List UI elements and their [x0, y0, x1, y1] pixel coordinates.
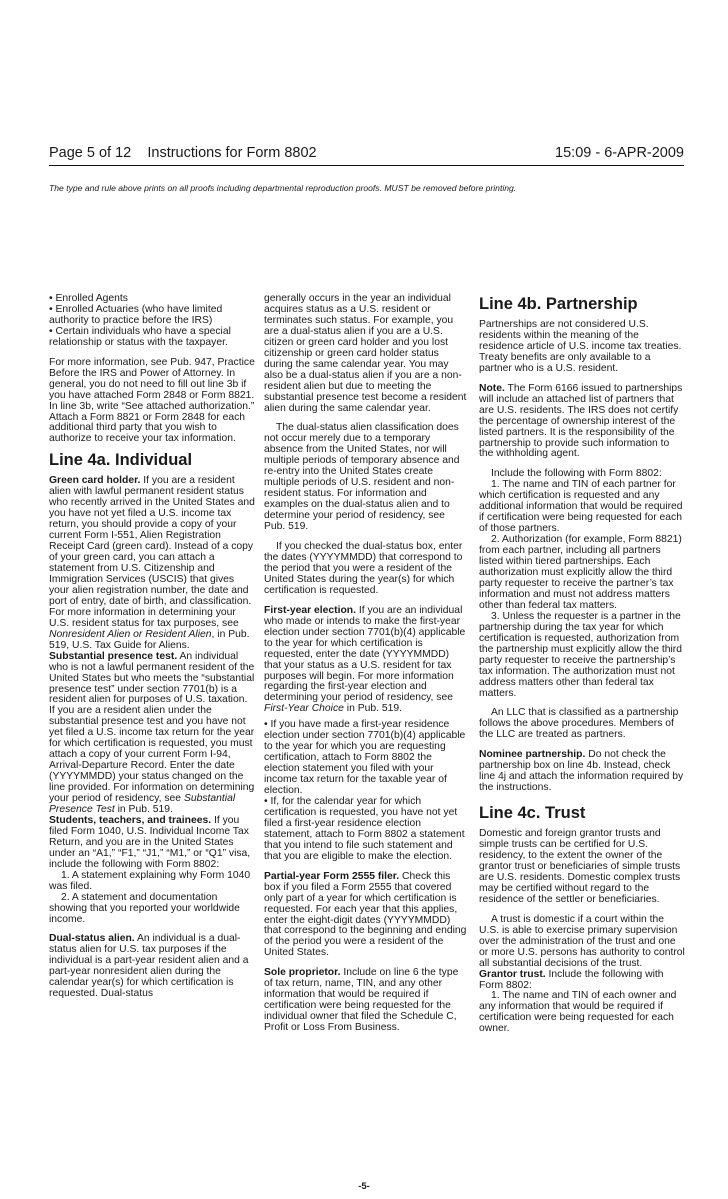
- students-item-1: 1. A statement explaining why Form 1040 was filed.: [49, 869, 251, 892]
- partial-year-paragraph: [264, 872, 469, 960]
- include-following: Include the following with Form 8802:: [491, 468, 662, 480]
- dual-status-head: Dual-status alien.: [49, 933, 135, 945]
- more-info-paragraph: For more information, see Pub. 947, Practice Before the IRS and Power of Attorney. In general, you do not need to fill out line 3b if you have attached Form 2848 or Form 8821. In line 3b, write “See attached authorization.” Attach a Form 8821 or Form 2848 for each additional third party that you wish to authorize to receive your tax information.: [49, 356, 255, 445]
- heading-line-4b: Line 4b. Partnership: [479, 295, 638, 313]
- bullet-enrolled-actuaries: • Enrolled Actuaries (who have limited authority to practice before the IRS): [49, 303, 223, 326]
- bullet-certain-individuals: • Certain individuals who have a special relationship or status with the taxpayer.: [49, 325, 231, 348]
- partnership-item-1: 1. The name and TIN of each partner for which certification is requested and any additional information that would be required if certification were being requested for each of those partners.: [479, 479, 683, 535]
- dual-status-box: If you checked the dual-status box, enter the dates (YYYYMMDD) that correspond to the period that you were a resident of the United States during the year(s) for which certification is requested.: [264, 541, 463, 596]
- green-card-head: Green card holder.: [49, 475, 141, 487]
- students-item-2: 2. A statement and documentation showing that you reported your worldwide income.: [49, 891, 240, 925]
- note-paragraph: [479, 384, 685, 461]
- green-card-end: , in Pub. 519, U.S. Tax Guide for Aliens.: [49, 628, 250, 651]
- substantial-presence-paragraph: [49, 652, 255, 816]
- proof-note: The type and rule above prints on all proofs including departmental reproduction proofs. MUST be removed before printing.: [49, 183, 517, 193]
- bullet-enrolled-agents: • Enrolled Agents: [49, 293, 128, 304]
- note-text: The Form 6166 issued to partnerships will include an attached list of partners that are U.S. residents. The IRS does not certify the percentage of ownership interest of the listed partners. It is the responsibility of the partnership to provide such information to the withholding agent.: [479, 382, 683, 460]
- grantor-trust-head: Grantor trust.: [479, 968, 546, 980]
- substantial-presence-end: in Pub. 519.: [114, 803, 173, 815]
- sole-proprietor-head: Sole proprietor.: [264, 967, 341, 979]
- substantial-presence-head: Substantial presence test.: [49, 650, 178, 662]
- substantial-presence-text: An individual who is not a lawful permanent resident of the United States but who meets the “substantial presence test” under section 7701(b) is a resident alien for purposes of U.S. taxation. If you are a resident alien under the substantial presence test and you have not yet filed a U.S. income tax return for the year for which certification is requested, you must attach a copy of your current Form I-94, Arrival-Departure Record. Enter the date (YYYYMMDD) your status changed on the line provided. For information on determining your period of residency, see: [49, 650, 255, 805]
- llc-paragraph: An LLC that is classified as a partnership follows the above procedures. Members of the LLC are treated as partners.: [479, 707, 679, 741]
- sole-proprietor-paragraph: [264, 968, 469, 1034]
- column-1: [49, 294, 255, 1000]
- first-year-bullet-2: • If, for the calendar year for which certification is requested, you have not yet filed a first-year residence election statement, attach to Form 8802 a statement that you intend to file such statement and that you are eligible to make the election.: [264, 795, 465, 862]
- first-year-head: First-year election.: [264, 604, 356, 616]
- students-paragraph: [49, 816, 255, 871]
- domestic-trust: A trust is domestic if a court within the U.S. is able to exercise primary supervision over the administration of the trust and one or more U.S. persons has authority to control all substantial decisions of the trust.: [479, 913, 685, 969]
- nominee-head: Nominee partnership.: [479, 749, 586, 761]
- header-left: Page 5 of 12 Instructions for Form 8802: [49, 145, 317, 161]
- grantor-trust-paragraph: [479, 970, 685, 992]
- green-card-ref: Nonresident Alien or Resident Alien: [49, 628, 212, 640]
- grantor-trust-item-1: 1. The name and TIN of each owner and any information that would be required if certification were being requested for each owner.: [479, 990, 677, 1035]
- green-card-paragraph: [49, 476, 255, 651]
- page-number: -5-: [358, 1181, 370, 1192]
- first-year-text: If you are an individual who made or intends to make the first-year election under section 7701(b)(4) applicable to the year for which certification is requested, enter the date (YYYYMMDD) that your status as a U.S. resident for tax purposes will begin. For more information regarding the first-year election and determining your period of residency, see: [264, 604, 466, 704]
- heading-line-4c: Line 4c. Trust: [479, 804, 586, 823]
- heading-line-4a: Line 4a. Individual: [49, 451, 193, 470]
- partial-year-text: Check this box if you filed a Form 2555 that covered only part of a year for which certification is requested. For each year that this applies, enter the eight-digit dates (YYYYMMDD) that correspond to the beginning and ending of the period you were a resident of the United States.: [264, 870, 467, 959]
- trust-intro: Domestic and foreign grantor trusts and simple trusts can be certified for U.S. residency, to the extent the owner of the grantor trust or beneficiaries of simple trusts are U.S. residents. Domestic complex trusts may be certified without regard to the residence of the settler or beneficiaries.: [479, 828, 681, 905]
- header-right: 15:09 - 6-APR-2009: [555, 145, 684, 161]
- partial-year-head: Partial-year Form 2555 filer.: [264, 870, 400, 882]
- nominee-paragraph: [479, 750, 685, 794]
- nominee-text: Do not check the partnership box on line 4b. Instead, check line 4j and attach the information required by the instructions.: [479, 749, 684, 794]
- first-year-paragraph: [264, 606, 469, 716]
- note-head: Note.: [479, 382, 505, 394]
- partnership-item-3: 3. Unless the requester is a partner in the partnership during the tax year for which certification is requested, authorization from the partnership must explicitly allow the third party requester to receive the partnership’s tax information. The authorization must not address matters other than federal tax matters.: [479, 610, 682, 699]
- green-card-text: If you are a resident alien with lawful permanent resident status who recently arrived in the United States and you have not yet filed a U.S. income tax return, you should provide a copy of your current Form I-551, Alien Registration Receipt Card (green card). Instead of a copy of your green card, you can attach a statement from U.S. Citizenship and Immigration Services (USCIS) that gives your alien registration number, the date and port of entry, date of birth, and classification. For more information in determining your U.S. resident status for tax purposes, see: [49, 475, 255, 629]
- dual-status-paragraph: [49, 934, 255, 1000]
- substantial-presence-ref: Substantial Presence Test: [49, 793, 236, 815]
- dual-status-classification: The dual-status alien classification does not occur merely due to a temporary absence from the United States, nor will multiple periods of temporary absence and re-entry into the United States create multiple periods of U.S. resident and non-resident status. For information and examples on the dual-status alien and to determine your period of residency, see Pub. 519.: [264, 422, 460, 533]
- grantor-trust-text: Include the following with Form 8802:: [479, 968, 664, 991]
- partnership-intro: Partnerships are not considered U.S. residents within the meaning of the residence article of U.S. income tax treaties. Treaty benefits are only available to a partner who is a U.S. resident.: [479, 319, 682, 374]
- first-year-ref: First-Year Choice: [264, 703, 344, 715]
- header-rule: [49, 165, 684, 166]
- sole-proprietor-text: Include on line 6 the type of tax return, name, TIN, and any other information that would be required if certification were being requested for the individual owner that filed the Schedule C, Profit or Loss From Business.: [264, 967, 459, 1034]
- first-year-end: in Pub. 519.: [343, 703, 402, 715]
- students-head: Students, teachers, and trainees.: [49, 814, 212, 826]
- column-3: [479, 294, 685, 1035]
- partnership-item-2: 2. Authorization (for example, Form 8821) from each partner, including all partners listed within tiered partnerships. Each authorization must explicitly allow the third party requester to receive the partner’s tax information and must not address matters other than federal tax matters.: [479, 534, 682, 611]
- column-2: [264, 294, 469, 1034]
- dual-status-text: An individual is a dual-status alien for U.S. tax purposes if the individual is a part-year resident alien and a part-year nonresident alien during the calendar year(s) for which certification is requested. Dual-status: [49, 933, 249, 1000]
- first-year-bullet-1: • If you have made a first-year residence election under section 7701(b)(4) applicable to the year for which you are requesting certification, attach to Form 8802 the election statement you filed with your income tax return for the taxable year of election.: [264, 719, 466, 797]
- students-text: If you filed Form 1040, U.S. Individual Income Tax Return, and you are in the United States under an “A1,” “F1,” “J1,” “M1,” or “Q1” visa, include the following with Form 8802:: [49, 814, 251, 870]
- dual-status-continued: generally occurs in the year an individual acquires status as a U.S. resident or terminates such status. For example, you are a dual-status alien if you are a U.S. citizen or green card holder and you lost citizenship or green card holder status during the same calendar year. You may also be a dual-status alien if you are a non-resident alien but due to meeting the substantial presence test become a resident alien during the same calendar year.: [264, 293, 467, 414]
